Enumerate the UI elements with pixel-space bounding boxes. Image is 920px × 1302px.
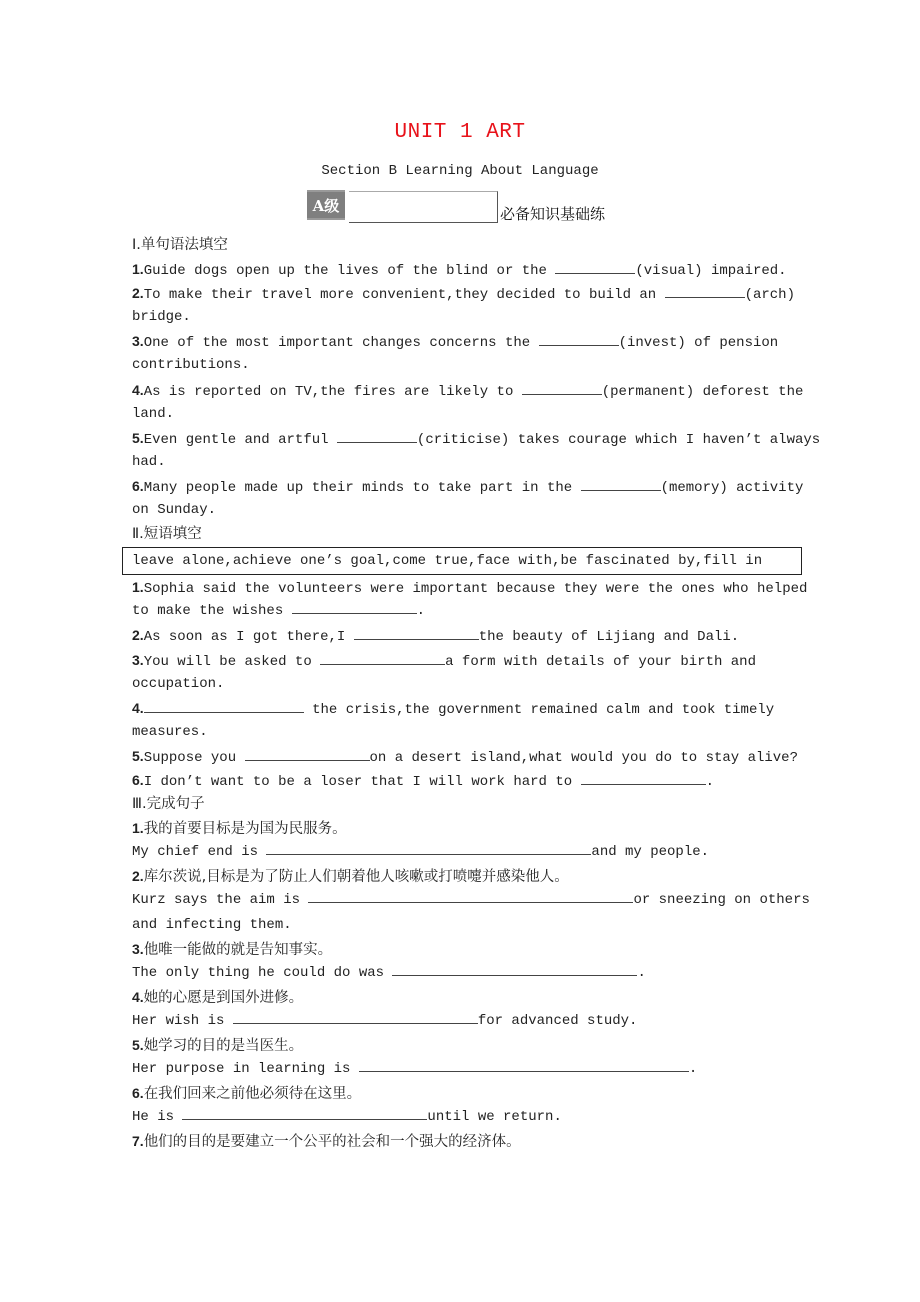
answer-blank[interactable]	[539, 331, 619, 346]
question-line	[132, 474, 804, 498]
answer-blank[interactable]	[266, 840, 591, 855]
question-continuation	[132, 720, 792, 744]
question-line	[132, 575, 808, 599]
section-2-heading: Ⅱ.短语填空	[132, 526, 202, 543]
answer-blank[interactable]	[233, 1009, 478, 1024]
question-hint: (arch)	[744, 287, 795, 304]
question-continuation: bridge.	[132, 309, 191, 326]
continuation-text: occupation.	[132, 675, 225, 692]
question-text-after: .	[705, 773, 714, 790]
question-hint: (invest) of pension	[618, 335, 779, 352]
english-sentence	[132, 961, 792, 985]
question-continuation: contributions.	[132, 357, 250, 374]
sentence-end: .	[688, 1061, 698, 1078]
section-subtitle: Section B Learning About Language	[321, 163, 599, 179]
answer-blank[interactable]	[359, 1057, 689, 1072]
question-line	[132, 744, 798, 768]
question-number: 2.	[132, 627, 144, 644]
question-number: 3.	[132, 333, 144, 350]
question-text: One of the most important changes concerns the	[143, 335, 539, 352]
question-text-after: the beauty of Lijiang and Dali.	[478, 629, 740, 646]
unit-title: UNIT 1 ART	[394, 121, 526, 144]
answer-blank[interactable]	[555, 259, 635, 274]
question-continuation	[132, 599, 792, 623]
question-number: 1.	[132, 261, 144, 278]
sentence-start: My chief end is	[132, 844, 267, 861]
question-hint: (criticise) takes courage which I haven’t always	[416, 431, 821, 448]
answer-blank[interactable]	[320, 650, 445, 665]
sentence-end: or sneezing on others	[633, 892, 810, 909]
phrase-bank-box: leave alone,achieve one’s goal,come true,face with,be fascinated by,fill in	[122, 547, 802, 575]
question-text: To make their travel more convenient,they decided to build an	[143, 287, 665, 304]
question-number: 4.	[132, 988, 144, 1005]
sentence-continuation: and infecting them.	[132, 916, 292, 933]
chinese-sentence: 她学习的目的是当医生。	[143, 1038, 304, 1054]
question-text: Sophia said the volunteers were important because they were the ones who helped	[143, 581, 808, 598]
section-1-heading: Ⅰ.单句语法填空	[132, 237, 228, 253]
question-line	[132, 329, 792, 353]
question-number: 4.	[132, 381, 144, 398]
question-number: 3.	[132, 651, 144, 668]
answer-blank[interactable]	[392, 961, 637, 976]
chinese-prompt	[132, 985, 792, 1009]
answer-blank[interactable]	[581, 476, 661, 491]
question-number: 3.	[132, 940, 144, 957]
answer-blank[interactable]	[144, 698, 304, 713]
chinese-prompt	[132, 816, 792, 840]
question-continuation	[132, 672, 792, 696]
score-box	[349, 191, 498, 223]
chinese-sentence: 我的首要目标是为国为民服务。	[143, 821, 347, 838]
chinese-prompt	[132, 1081, 792, 1105]
question-continuation: had.	[132, 453, 166, 470]
question-line	[132, 696, 792, 720]
chinese-sentence: 在我们回来之前他必须待在这里。	[143, 1086, 362, 1103]
question-text: You will be asked to	[143, 653, 321, 670]
question-number: 5.	[132, 747, 144, 764]
question-text-after: a form with details of your birth and	[445, 653, 756, 670]
question-number: 1.	[132, 820, 144, 837]
sentence-end: until we return.	[427, 1109, 562, 1126]
question-number: 4.	[132, 699, 144, 716]
question-number: 6.	[132, 771, 144, 788]
question-line	[132, 426, 821, 450]
question-text: Suppose you	[143, 749, 245, 766]
question-line	[132, 257, 792, 281]
chinese-prompt	[132, 937, 792, 961]
answer-blank[interactable]	[581, 770, 706, 785]
question-hint: (visual) impaired.	[635, 263, 787, 280]
chinese-sentence: 库尔茨说,目标是为了防止人们朝着他人咳嗽或打喷嚏并感染他人。	[143, 869, 569, 886]
question-number: 1.	[132, 579, 144, 596]
sentence-end: and my people.	[591, 844, 710, 861]
question-line	[132, 623, 792, 647]
question-text: Even gentle and artful	[143, 431, 337, 448]
question-text: Guide dogs open up the lives of the blind or the	[143, 263, 556, 280]
question-line	[132, 648, 792, 672]
answer-blank[interactable]	[522, 380, 602, 395]
exercise-content	[132, 233, 821, 1153]
chinese-prompt	[132, 1033, 792, 1057]
answer-blank[interactable]	[245, 746, 370, 761]
question-number: 5.	[132, 429, 144, 446]
level-badge: A级	[307, 190, 345, 220]
level-header	[307, 189, 605, 223]
question-text-after: the crisis,the government remained calm and took timely	[303, 701, 775, 718]
chinese-prompt	[132, 1129, 792, 1153]
sentence-end: for advanced study.	[477, 1012, 638, 1029]
answer-blank[interactable]	[308, 888, 633, 903]
question-number: 5.	[132, 1037, 144, 1053]
sentence-start: The only thing he could do was	[132, 964, 393, 981]
chinese-sentence: 她的心愿是到国外进修。	[143, 989, 304, 1006]
english-sentence	[132, 1057, 792, 1081]
question-line	[132, 768, 792, 792]
chinese-sentence: 他唯一能做的就是告知事实。	[143, 941, 333, 958]
continuation-text: to make the wishes	[132, 603, 292, 620]
question-number: 2.	[132, 868, 144, 885]
question-number: 7.	[132, 1133, 144, 1150]
answer-blank[interactable]	[665, 283, 745, 298]
question-text-after: on a desert island,what would you do to stay alive?	[369, 749, 798, 766]
chinese-prompt	[132, 864, 792, 888]
chinese-sentence: 他们的目的是要建立一个公平的社会和一个强大的经济体。	[143, 1134, 521, 1151]
answer-blank[interactable]	[337, 428, 417, 443]
answer-blank[interactable]	[182, 1105, 427, 1120]
question-continuation: on Sunday.	[132, 502, 217, 519]
continuation-end: .	[416, 603, 426, 620]
question-text: As is reported on TV,the fires are likely to	[143, 383, 522, 400]
answer-blank[interactable]	[354, 625, 479, 640]
english-sentence	[132, 1105, 792, 1129]
question-number: 6.	[132, 1085, 144, 1102]
sentence-end: .	[637, 964, 646, 981]
question-hint: (memory) activity	[660, 479, 804, 496]
english-sentence	[132, 840, 792, 864]
level-label: 必备知识基础练	[500, 205, 606, 223]
question-line	[132, 281, 795, 305]
sentence-start: He is	[132, 1109, 183, 1126]
question-text: I don’t want to be a loser that I will work hard to	[143, 773, 581, 790]
question-continuation: land.	[132, 405, 175, 422]
continuation-text: measures.	[132, 723, 208, 740]
question-number: 6.	[132, 477, 144, 494]
question-text: As soon as I got there,I	[143, 629, 354, 646]
sentence-start: Her wish is	[132, 1012, 233, 1029]
question-hint: (permanent) deforest the	[601, 383, 804, 400]
sentence-start: Her purpose in learning is	[132, 1061, 359, 1078]
english-sentence	[132, 888, 810, 912]
english-sentence	[132, 1009, 792, 1033]
sentence-start: Kurz says the aim is	[132, 892, 309, 909]
question-text: Many people made up their minds to take part in the	[143, 479, 581, 496]
question-number: 2.	[132, 285, 144, 302]
answer-blank[interactable]	[292, 599, 417, 614]
section-3-heading: Ⅲ.完成句子	[132, 796, 205, 813]
question-line	[132, 378, 804, 402]
